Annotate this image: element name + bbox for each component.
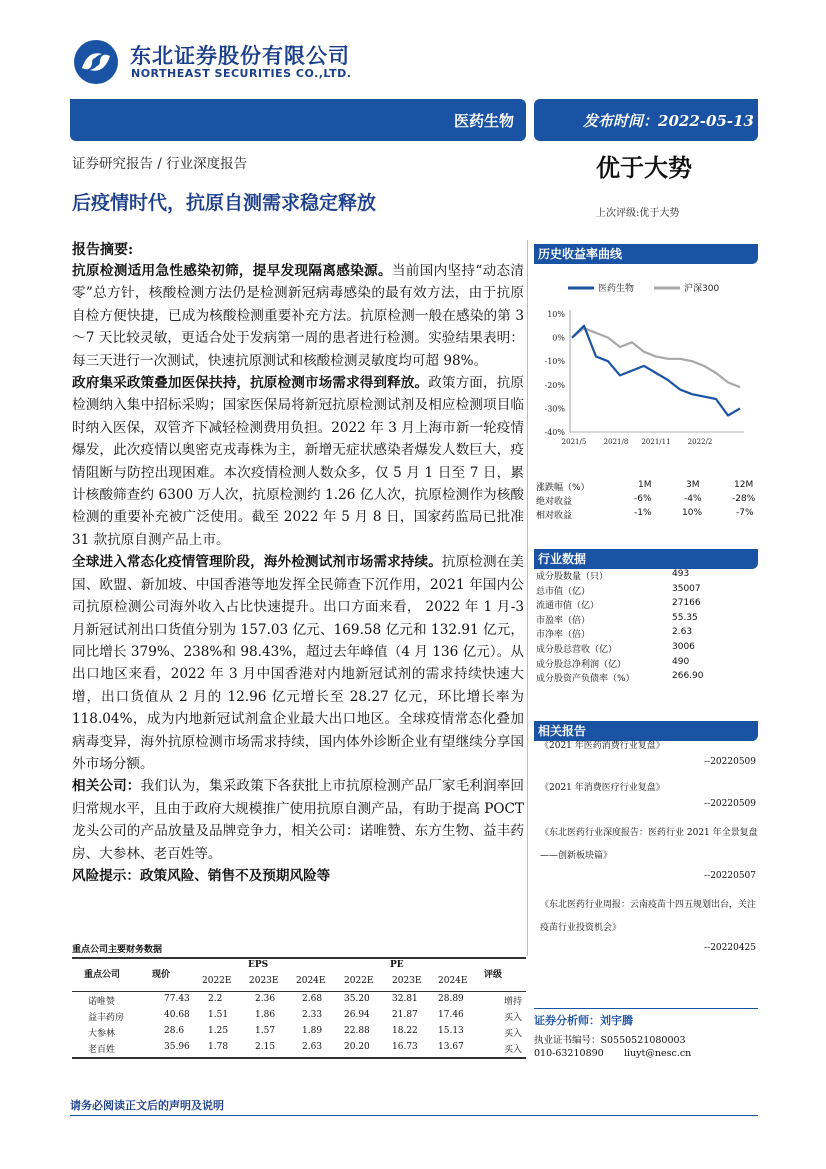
performance-header: 12M <box>734 480 754 490</box>
table-cell: 1.57 <box>255 1026 276 1036</box>
industry-value: 3006 <box>672 641 695 652</box>
table-cell: 13.67 <box>438 1042 464 1052</box>
financial-table-title: 重点公司主要财务数据 <box>72 945 163 955</box>
rating-cell: 增持 <box>504 997 523 1007</box>
industry-row <box>534 657 758 672</box>
analyst-divider <box>534 1008 758 1009</box>
table-cell: 26.94 <box>344 1010 370 1020</box>
company-name: 诺唯赞 <box>88 997 116 1007</box>
table-cell: 77.43 <box>164 994 190 1004</box>
table-cell: 2.63 <box>302 1042 323 1052</box>
table-cell: 22.88 <box>344 1026 370 1036</box>
performance-cell: -28% <box>732 494 756 504</box>
footer-note: 请务必阅读正文后的声明及说明 <box>70 1099 224 1112</box>
table-cell: 1.86 <box>255 1010 276 1020</box>
performance-cell: -7% <box>736 508 754 518</box>
table-cell: 35.96 <box>164 1042 190 1052</box>
rating-cell: 买入 <box>504 1045 523 1055</box>
legend-label: 沪深300 <box>684 284 720 294</box>
industry-row <box>534 627 758 642</box>
col-rating: 评级 <box>484 970 503 980</box>
table-row <box>72 1040 526 1056</box>
report-title: 后疫情时代，抗原自测需求稳定释放 <box>72 192 377 214</box>
table-cell: 17.46 <box>438 1010 464 1020</box>
industry-value: 55.35 <box>672 612 698 623</box>
performance-cell: 10% <box>682 508 703 518</box>
industry-value: 266.90 <box>672 671 704 682</box>
performance-cell: -6% <box>634 494 652 504</box>
table-cell: 28.6 <box>164 1026 185 1036</box>
rating: 优于大势 <box>596 153 692 182</box>
company-name-en: NORTHEAST SECURITIES CO.,LTD. <box>131 67 352 80</box>
table-cell: 28.89 <box>438 994 464 1004</box>
year-label: 2022E <box>202 976 232 986</box>
table-cell: 2.68 <box>302 994 323 1004</box>
footer-rule <box>70 1115 758 1116</box>
date-bar <box>534 99 758 141</box>
table-cell: 35.20 <box>344 994 370 1004</box>
table-year-header <box>72 974 526 990</box>
analyst-phone: 010-63210890 <box>534 1048 604 1059</box>
year-label: 2023E <box>249 976 279 986</box>
related-report[interactable] <box>534 738 758 770</box>
summary-text: 政策方面，抗原检测纳入集中招标采购；国家医保局将新冠抗原检测试剂及相应检测项目临时纳入医保，双管齐下减轻检测费用负担。2022 年 3 月上海市新一轮疫情爆发，此次疫情以奥密克戎毒株为主，新增无症状感染者爆发人数巨大，疫情阻断与防控出现困难。本次疫情检测人数众多，仅 5 月 1 日至 7 日，累计核酸筛查约 6300 万人次，抗原检测约 1.26 亿人次，抗原检测作为核酸检测的重要补充被广泛使用。截至 2022 年 5 月 8 日，国家药监局已批准 31 款抗原自测产品上市。 <box>72 375 524 548</box>
company-name: 大参林 <box>88 1029 116 1039</box>
report-type: 证券研究报告 / 行业深度报告 <box>72 156 248 172</box>
summary-paragraph <box>72 551 524 775</box>
related-report[interactable] <box>534 894 758 956</box>
industry-key: 总市值（亿） <box>536 586 591 597</box>
table-cell: 1.51 <box>208 1010 229 1020</box>
summary-body <box>72 260 524 887</box>
table-cell: 2.36 <box>255 994 276 1004</box>
related-report[interactable] <box>534 780 758 812</box>
x-tick-label: 2021/8 <box>603 438 629 446</box>
sector-bar <box>70 99 526 141</box>
related-report-title[interactable]: 《东北医药行业周报：云南疫苗十四五规划出台，关注疫苗行业投资机会》 <box>540 900 757 933</box>
industry-value: 35007 <box>672 583 701 594</box>
table-cell: 20.20 <box>344 1042 370 1052</box>
related-report-date: --20220507 <box>704 871 756 881</box>
sector-label: 医药生物 <box>453 112 514 130</box>
summary-text: 抗原检测在美国、欧盟、新加坡、中国香港等地发挥全民筛查下沉作用，2021 年国内公司抗原检测公司海外收入占比快速提升。出口方面来看， 2022 年 1 月-3 月新冠试剂出口货值分别为 157.03 亿元、169.58 亿元和 132.91 亿元，同比增长 379%、238%和 98.43%，超过去年峰值（4 月 136 亿元）。从出口地区来看，2022 年 3 月中国香港对内地新冠试剂的需求持续快速大增，出口货值从 2 月的 12.96 亿元增长至 28.27 亿元，环比增长率为 118.04%，成为内地新冠试剂盒企业最大出口地区。全球疫情常态化叠加病毒变异，海外抗原检测市场需求持续，国内体外诊断企业有望继续分享国外市场分额。 <box>72 554 525 772</box>
industry-value: 493 <box>672 569 690 579</box>
related-reports-list <box>534 738 758 966</box>
related-report-title[interactable]: 《2021 年消费医疗行业复盘》 <box>540 783 665 793</box>
company-name: 益丰药房 <box>88 1013 125 1023</box>
history-chart-heading: 历史收益率曲线 <box>534 244 758 264</box>
company-logo-icon <box>72 38 120 86</box>
table-header-rule <box>72 991 526 992</box>
table-cell: 1.25 <box>208 1026 229 1036</box>
performance-cell: 绝对收益 <box>536 497 573 507</box>
performance-header: 3M <box>686 480 700 490</box>
related-report-date: --20220509 <box>704 757 756 767</box>
table-row <box>72 1008 526 1024</box>
table-cell: 2.2 <box>208 994 223 1004</box>
industry-value: 2.63 <box>672 627 693 638</box>
rating-cell: 买入 <box>504 1029 523 1039</box>
performance-header-row <box>534 480 758 494</box>
performance-header: 涨跌幅（%） <box>536 483 590 493</box>
summary-text: 我们认为，集采政策下各获批上市抗原检测产品厂家毛利润率回归常规水平，且由于政府大规模推广使用抗原自测产品，有助于提高 POCT 龙头公司的产品放量及品牌竞争力，相关公司：诺唯赞、东方生物、益丰药房、大参林、老百姓等。 <box>72 778 525 862</box>
company-name-cn: 东北证券股份有限公司 <box>130 44 350 68</box>
y-tick-label: -10% <box>544 357 565 367</box>
summary-bold: 政府集采政策叠加医保扶持，抗原检测市场需求得到释放。 <box>72 375 429 392</box>
analyst-email[interactable]: liuyt@nesc.cn <box>624 1048 692 1059</box>
industry-row <box>534 671 758 686</box>
summary-paragraph <box>72 775 524 865</box>
performance-cell: -4% <box>684 494 702 504</box>
history-return-chart <box>534 276 758 476</box>
industry-value: 27166 <box>672 598 701 609</box>
y-tick-label: -20% <box>544 380 565 390</box>
performance-cell: -1% <box>634 508 652 518</box>
previous-rating: 上次评级:优于大势 <box>596 208 680 219</box>
summary-bold: 相关公司： <box>72 778 141 795</box>
table-cell: 1.89 <box>302 1026 323 1036</box>
summary-heading: 报告摘要: <box>72 242 134 258</box>
industry-key: 成分股总净利润（亿） <box>536 659 627 670</box>
industry-key: 市净率（倍） <box>536 630 591 641</box>
column-divider <box>527 240 528 956</box>
industry-key: 流通市值（亿） <box>536 601 600 612</box>
legend-label: 医药生物 <box>598 284 635 294</box>
industry-key: 成分股资产负债率（%） <box>536 674 635 685</box>
table-cell: 2.33 <box>302 1010 323 1020</box>
year-label: 2024E <box>296 976 326 986</box>
y-tick-label: 0% <box>552 333 565 343</box>
related-report-title[interactable]: 《东北医药行业深度报告：医药行业 2021 年全景复盘——创新板块篇》 <box>540 828 758 861</box>
year-label: 2022E <box>344 976 374 986</box>
table-bottom-rule <box>72 1057 526 1059</box>
y-tick-label: 10% <box>547 310 565 319</box>
summary-paragraph <box>72 372 524 551</box>
industry-key: 成分股总营收（亿） <box>536 644 618 655</box>
analyst-name: 证券分析师：刘宇腾 <box>534 1014 633 1027</box>
col-pe: PE <box>390 960 404 970</box>
table-row <box>72 992 526 1008</box>
industry-key: 市盈率（倍） <box>536 615 591 626</box>
publish-date: 发布时间：2022-05-13 <box>583 112 754 130</box>
col-price: 现价 <box>152 970 171 980</box>
y-tick-label: -30% <box>544 404 565 414</box>
related-report-date: --20220425 <box>704 943 756 953</box>
summary-bold: 全球进入常态化疫情管理阶段，海外检测试剂市场需求持续。 <box>72 554 442 571</box>
performance-table <box>534 480 758 522</box>
performance-header: 1M <box>638 480 652 490</box>
x-tick-label: 2022/2 <box>687 438 713 446</box>
table-cell: 32.81 <box>392 994 418 1004</box>
col-eps: EPS <box>248 960 269 970</box>
table-cell: 18.22 <box>392 1026 418 1036</box>
table-cell: 1.78 <box>208 1042 229 1052</box>
industry-data-heading: 行业数据 <box>534 549 758 569</box>
table-cell: 15.13 <box>438 1026 464 1036</box>
table-cell: 2.15 <box>255 1042 276 1052</box>
industry-key: 成分股数量（只） <box>536 572 609 582</box>
table-cell: 16.73 <box>392 1042 418 1052</box>
related-report[interactable] <box>534 822 758 884</box>
industry-row <box>534 642 758 657</box>
summary-bold: 抗原检测适用急性感染初筛，提早发现隔离感染源。 <box>72 263 392 279</box>
industry-row <box>534 613 758 628</box>
related-report-date: --20220509 <box>704 799 756 809</box>
industry-row <box>534 598 758 613</box>
performance-cell: 相对收益 <box>536 511 573 521</box>
summary-text: 当前国内坚持“动态清零”总方针，核酸检测方法仍是检测新冠病毒感染的最有效方法，由于抗原自检方便快捷，已成为核酸检测重要补充方法。抗原检测一般在感染的第 3～7 天比较灵敏，更适合处于发病第一周的患者进行检测。实验结果表明：每三天进行一次测试，快速抗原测试和核酸检测灵敏度均可超 98%。 <box>72 263 525 369</box>
sector-series-line <box>572 326 740 416</box>
table-cell: 21.87 <box>392 1010 418 1020</box>
performance-row <box>534 494 758 508</box>
table-group-header <box>72 958 526 980</box>
table-row <box>72 1024 526 1040</box>
col-company: 重点公司 <box>84 970 121 980</box>
related-report-title[interactable]: 《2021 年医药消费行业复盘》 <box>540 741 665 751</box>
industry-data-table <box>534 569 758 686</box>
related-reports-heading: 相关报告 <box>534 721 758 741</box>
industry-row <box>534 584 758 599</box>
summary-paragraph <box>72 865 524 887</box>
company-name: 老百姓 <box>88 1045 116 1055</box>
performance-row <box>534 508 758 522</box>
industry-row <box>534 569 758 584</box>
x-tick-label: 2021/11 <box>641 438 671 446</box>
analyst-cert: 执业证书编号：S0550521080003 <box>534 1035 686 1046</box>
summary-paragraph <box>72 260 524 372</box>
year-label: 2024E <box>438 976 468 986</box>
x-tick-label: 2021/5 <box>561 438 587 446</box>
risk-warning: 风险提示：政策风险、销售不及预期风险等 <box>72 867 331 884</box>
industry-value: 490 <box>672 656 690 667</box>
y-tick-label: -40% <box>544 428 565 437</box>
year-label: 2023E <box>392 976 422 986</box>
rating-cell: 买入 <box>504 1013 523 1023</box>
table-cell: 40.68 <box>164 1010 190 1020</box>
